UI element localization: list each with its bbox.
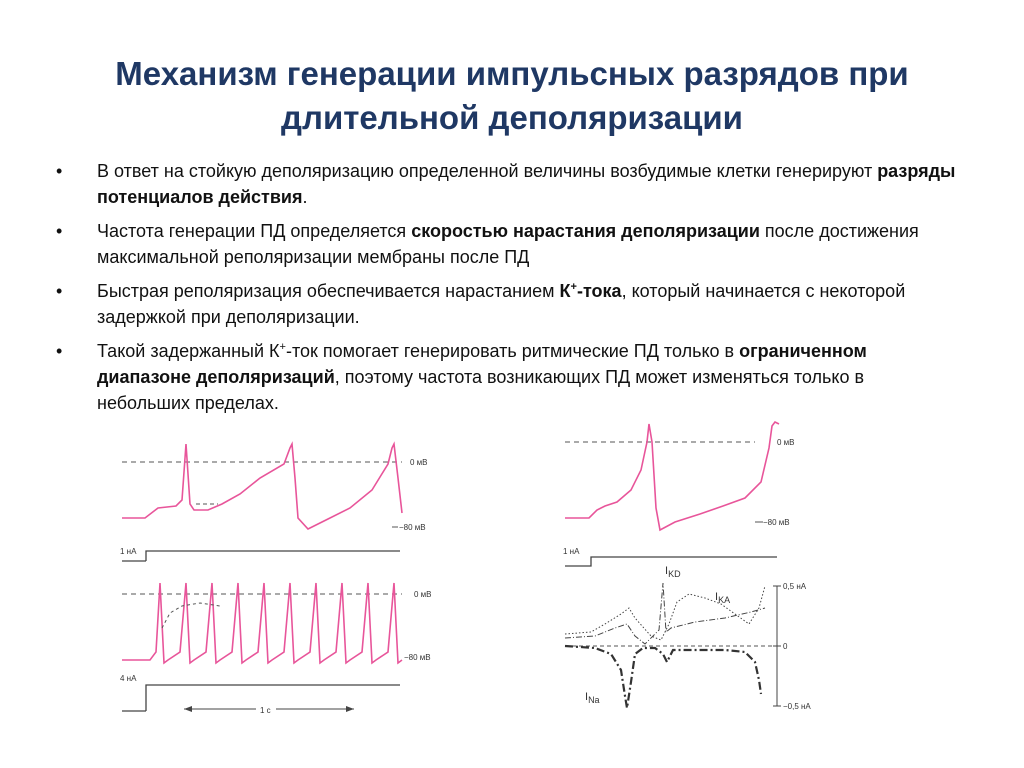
action-potential-trace xyxy=(565,422,779,530)
ina-label: $I_{Na}$ xyxy=(585,691,600,705)
bullet-text: . xyxy=(302,187,308,207)
membrane-potential-trace-slow xyxy=(122,444,402,529)
scale-label-pos: 0,5 нА xyxy=(783,582,807,591)
bullet-text: Быстрая реполяризация обеспечивается нарастанием xyxy=(97,281,560,301)
current-label-top: 1 нА xyxy=(120,547,137,556)
bullet-text: В ответ на стойкую деполяризацию определенной величины возбудимые клетки генерируют xyxy=(97,161,878,181)
ikd-current-trace xyxy=(565,583,765,644)
bullet-item xyxy=(56,218,956,270)
current-label: 1 нА xyxy=(563,547,580,556)
label-0mv-top: 0 мВ xyxy=(410,458,428,467)
label-0mv: 0 мВ xyxy=(777,438,795,447)
label-0mv-bottom: 0 мВ xyxy=(414,590,432,599)
scale-label-neg: −0,5 нА xyxy=(783,702,811,711)
bullet-text: Частота генерации ПД определяется xyxy=(97,221,412,241)
bullet-dot: • xyxy=(56,221,63,241)
title-line-1: Механизм генерации импульсных разрядов при xyxy=(115,55,909,92)
label-80mv-top: −80 мВ xyxy=(399,523,426,532)
timescale-arrow-left xyxy=(184,706,192,712)
bullet-dot: • xyxy=(56,161,63,181)
bullet-text: , поэтому частота возникающих ПД может изменяться только в небольших пределах. xyxy=(97,367,865,413)
bullet-bold-part: -тока xyxy=(576,281,622,301)
bullet-dot: • xyxy=(56,341,63,361)
bullet-list xyxy=(56,158,956,424)
bullet-text: -ток помогает генерировать ритмические ПД только в xyxy=(285,341,740,361)
bullet-bold xyxy=(560,281,622,301)
envelope-dashed-trace xyxy=(162,603,220,628)
bullet-text: Такой задержанный К xyxy=(97,341,280,361)
bullet-item xyxy=(56,158,956,210)
current-step xyxy=(565,557,777,566)
timescale-arrow-right xyxy=(346,706,354,712)
bullet-item xyxy=(56,278,956,330)
label-80mv: −80 мВ xyxy=(763,518,790,527)
bullet-dot: • xyxy=(56,281,63,301)
label-80mv-bottom: −80 мВ xyxy=(404,653,431,662)
bullet-bold: разряды потенциалов действия xyxy=(97,161,956,207)
right-figure-currents xyxy=(555,418,860,718)
superscript: + xyxy=(279,341,286,353)
ikd-label: $I_{KD}$ xyxy=(665,565,681,579)
membrane-potential-trace-fast xyxy=(122,583,402,663)
slide-title xyxy=(60,52,964,140)
left-figure-rhythmic-discharge xyxy=(110,438,470,720)
bullet-text: после достижения максимальной реполяризации мембраны после ПД xyxy=(97,221,919,267)
bullet-text: , который начинается с некоторой задержкой при деполяризации. xyxy=(97,281,906,327)
ika-label: $I_{KA}$ xyxy=(715,591,731,605)
bullet-bold: скоростью нарастания деполяризации xyxy=(411,221,760,241)
scale-label-zero: 0 xyxy=(783,642,788,651)
title-line-2: длительной деполяризации xyxy=(281,99,743,136)
superscript: + xyxy=(570,281,577,293)
timescale-label: 1 с xyxy=(260,706,271,715)
current-label-bottom: 4 нА xyxy=(120,674,137,683)
bullet-bold-part: К xyxy=(559,281,571,301)
current-step-top-shape xyxy=(146,551,400,561)
bullet-item xyxy=(56,338,956,416)
bullet-bold: ограниченном диапазоне деполяризаций xyxy=(97,341,867,387)
